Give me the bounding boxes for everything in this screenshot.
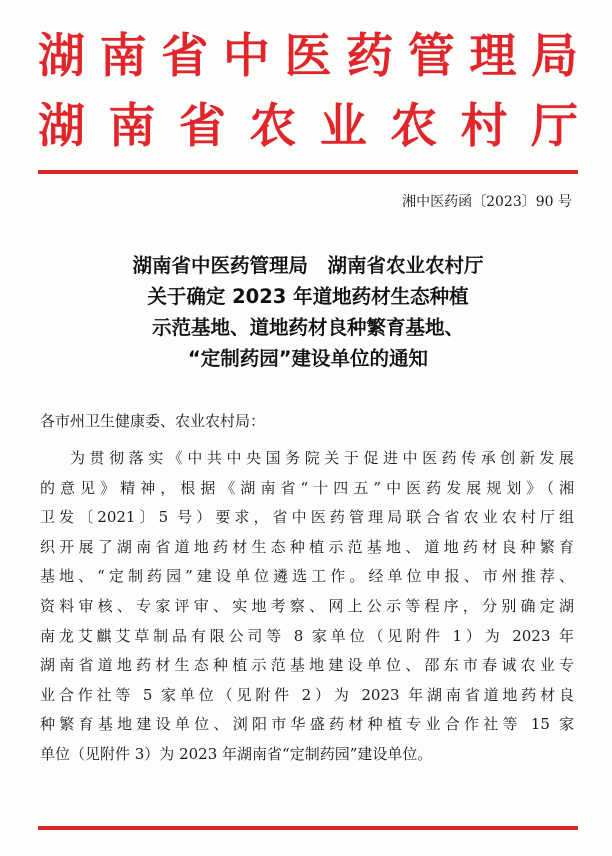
header-char: 农 bbox=[390, 99, 438, 154]
title-line: “定制药园”建设单位的通知 bbox=[187, 347, 429, 370]
body-line: 的意见》精神，根据《湖南省“十四五”中医药发展规划》（湘 bbox=[40, 478, 574, 497]
header-char: 南 bbox=[108, 99, 156, 154]
document-number: 湘中医药函〔2023〕90 号 bbox=[402, 194, 572, 210]
title-line: 关于确定 2023 年道地药材生态种植 bbox=[147, 285, 469, 308]
header-char: 业 bbox=[319, 99, 367, 154]
red-rule-bottom bbox=[38, 826, 578, 830]
header-char: 湖 bbox=[38, 29, 85, 84]
body-line: 织开展了湖南省道地药材生态种植示范基地、道地药材良种繁育 bbox=[40, 537, 574, 556]
header-char: 管 bbox=[407, 29, 455, 84]
red-rule-top bbox=[38, 170, 578, 174]
header-char: 药 bbox=[346, 29, 394, 84]
header-char: 湖 bbox=[38, 99, 85, 154]
body-line: 为贯彻落实《中共中央国务院关于促进中医药传承创新发展 bbox=[70, 449, 574, 467]
header-char: 局 bbox=[531, 29, 578, 84]
issuer-header-2 bbox=[38, 100, 578, 154]
body-line: 湖南省道地药材生态种植示范基地建设单位、邵东市春诚农业专 bbox=[40, 656, 574, 675]
header-char: 农 bbox=[249, 99, 297, 154]
body-line: 种繁育基地建设单位、浏阳市华盛药材种植专业合作社等 15 家 bbox=[40, 715, 574, 734]
header-char: 省 bbox=[178, 99, 226, 154]
header-char: 村 bbox=[460, 99, 508, 154]
title-line: 湖南省中医药管理局 湖南省农业农村厅 bbox=[132, 254, 484, 277]
body-line: 单位（见附件 3）为 2023 年湖南省“定制药园”建设单位。 bbox=[40, 744, 433, 763]
body-line: 基地、“定制药园”建设单位遴选工作。经单位申报、市州推荐、 bbox=[40, 567, 574, 586]
header-char: 南 bbox=[99, 29, 147, 84]
body-paragraph bbox=[40, 444, 574, 770]
header-char: 理 bbox=[469, 29, 517, 84]
body-line: 业合作社等 5 家单位（见附件 2）为 2023 年湖南省道地药材良 bbox=[40, 685, 574, 704]
header-char: 省 bbox=[161, 29, 209, 84]
issuer-header-1 bbox=[38, 30, 578, 84]
body-line: 卫发〔2021〕5 号）要求，省中医药管理局联合省农业农村厅组 bbox=[40, 508, 574, 527]
header-char: 医 bbox=[284, 29, 332, 84]
title-line: 示范基地、道地药材良种繁育基地、 bbox=[151, 316, 464, 339]
body-line: 南龙艾麒艾草制品有限公司等 8 家单位（见附件 1）为 2023 年 bbox=[40, 626, 574, 645]
addressee: 各市州卫生健康委、农业农村局： bbox=[40, 412, 266, 430]
header-char: 中 bbox=[222, 29, 270, 84]
header-char: 厅 bbox=[530, 99, 578, 154]
document-title bbox=[38, 250, 578, 374]
body-line: 资料审核、专家评审、实地考察、网上公示等程序，分别确定湖 bbox=[40, 596, 574, 615]
